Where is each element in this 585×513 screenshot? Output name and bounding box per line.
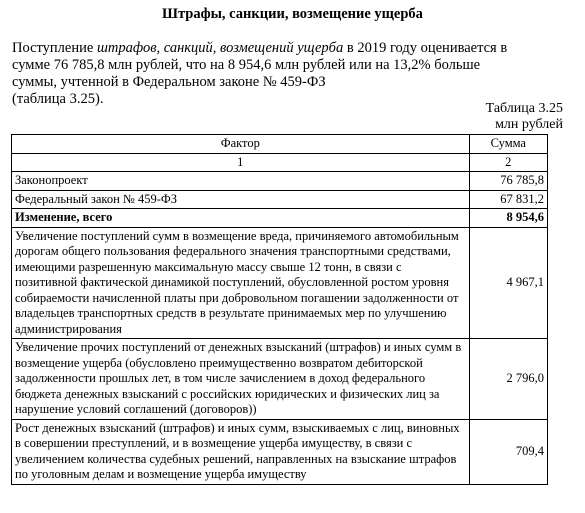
header-factor: Фактор — [12, 135, 470, 154]
intro-text-3: в 2019 году оценивается в сумме 76 785,8 млн рублей, что на 8 954,6 млн рублей или на 13,2% больше суммы, учтенной в Федеральном законе № 459-ФЗ — [12, 40, 508, 90]
header-sum: Сумма — [469, 135, 547, 154]
table-row — [12, 172, 548, 191]
row-sum: 2 796,0 — [469, 339, 547, 420]
row-factor: Увеличение прочих поступлений от денежных взысканий (штрафов) и иных сумм в возмещение ущерба (обусловлено преимущественно возвратом дебиторской задолженности прошлых лет, в том числе зачислением в доход федерального бюджета денежных взысканий с российских юридических и физических лиц за нарушение условий соглашений (договоров)) — [12, 339, 470, 420]
intro-text-italic: штрафов, санкций, возмещений ущерба — [96, 40, 344, 56]
row-sum: 709,4 — [469, 419, 547, 484]
row-sum: 8 954,6 — [469, 209, 547, 228]
table-colnum-row — [12, 153, 548, 172]
row-sum: 76 785,8 — [469, 172, 547, 191]
row-sum: 4 967,1 — [469, 227, 547, 339]
row-factor: Федеральный закон № 459-ФЗ — [12, 190, 470, 209]
row-factor: Законопроект — [12, 172, 470, 191]
row-factor: Изменение, всего — [12, 209, 470, 228]
row-factor: Увеличение поступлений сумм в возмещение вреда, причиняемого автомобильным дорогам общего пользования федерального значения транспортными средствами, имеющими разрешенную максимальную массу свыше 12 тонн, в связи с позитивной фактической динамикой поступлений, обусловленной ростом уровня собираемости начисленной платы при добровольном погашении задолженности от владельцев транспортных средств в результате принимаемых мер по улучшению администрирования — [12, 227, 470, 339]
row-factor: Рост денежных взысканий (штрафов) и иных сумм, взыскиваемых с лиц, виновных в совершении преступлений, и в возмещение ущерба имуществу, в связи с увеличением количества судебных решений, направленных на взыскание штрафов по уголовным делам и возмещение ущерба имуществу — [12, 419, 470, 484]
table-row — [12, 190, 548, 209]
section-title: Штрафы, санкции, возмещение ущерба — [162, 6, 423, 22]
row-sum: 67 831,2 — [469, 190, 547, 209]
table-caption — [486, 101, 563, 133]
data-table — [11, 134, 548, 485]
table-row-total — [12, 209, 548, 228]
intro-paragraph — [12, 40, 522, 108]
table-unit: млн рублей — [495, 117, 563, 132]
table-header-row — [12, 135, 548, 154]
intro-text-4: (таблица 3.25). — [12, 91, 104, 107]
table-row — [12, 339, 548, 420]
table-row — [12, 419, 548, 484]
table-row — [12, 227, 548, 339]
colnum-sum: 2 — [469, 153, 547, 172]
colnum-factor: 1 — [12, 153, 470, 172]
table-number: Таблица 3.25 — [485, 101, 563, 116]
intro-text-1: Поступление — [12, 40, 97, 56]
